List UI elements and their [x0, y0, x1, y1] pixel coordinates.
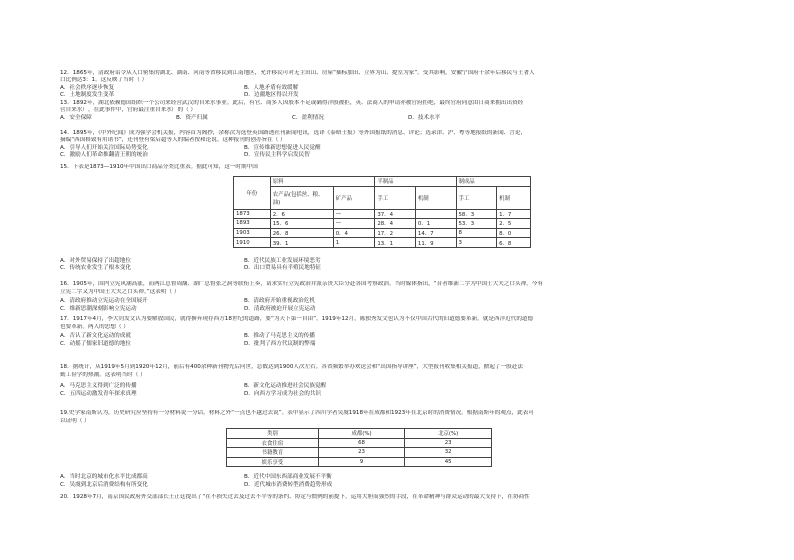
- q17-option-a: A．否认了新文化运动的成就: [60, 333, 131, 339]
- q17-stem-line2: 也要革新。两人的思想（ ）: [60, 324, 129, 330]
- q16-option-b: B．清政府开始重视政治危机: [244, 298, 315, 304]
- q13-option-a: A．安全保障: [60, 115, 92, 121]
- table-cell: 45: [405, 457, 492, 467]
- q14-option-d: D．宣传民主科学启发民智: [244, 152, 310, 158]
- q19-stem-line1: 19.史学家南斯认为，历史研究应坚持有一分材料说一分话，材料之外“一点也不越过去说”。表中显示了四川学者吴虞1918年在成都和1923年在北京时的消费情况。根据南斯年的观点，此表可: [60, 410, 534, 416]
- table-row: [234, 238, 531, 248]
- q14-stem-line1: 14．1895年，《中外纪闻》成为强学会机关报，内容首为阁抄，余称次为选登英国路透社刊新闻电讯，选译《泰晤士报》等外国报纸的消息、评论；选录津、沪、粤等地报纸的新闻、言论，: [60, 130, 527, 136]
- q15-header-semi: 半制品: [375, 177, 456, 187]
- table-row: [234, 219, 531, 229]
- table-row: [227, 448, 492, 458]
- q19-option-a: A．当时北京的城市化水平比成都高: [60, 474, 148, 480]
- q15-option-d: D．出口贸易具有半殖民地特征: [244, 265, 322, 271]
- q13-stem-line2: 营自来水厂。在此事件中，官府最注重自来水厂的（ ）: [60, 107, 197, 113]
- q12-stem-line1: 12．1865年，清政府诏令从人口密集的湖北、湖南、河南等省移民到江南地区，允许移民可对无主田山、房屋“插标加田、立界为山、提室为家”。受其影响，安徽宁国府十余年后移民与土著人: [60, 70, 535, 76]
- table-cell: 1903: [234, 228, 271, 238]
- table-cell: 37．4: [375, 209, 416, 219]
- q18-option-d: D．向西方学习成为社会的共识: [244, 391, 322, 397]
- table-cell: 53．3: [456, 219, 497, 229]
- table-cell: 0．4: [333, 228, 375, 238]
- table-cell: 14．7: [415, 228, 456, 238]
- q14-option-c: C．激励人们革命推翻清王朝的统治: [60, 152, 148, 158]
- table-cell: 1893: [234, 219, 271, 229]
- table-cell: 28．4: [375, 219, 416, 229]
- q12-stem-line2: 口比例达3：1。这反映了当时（ ）: [60, 77, 148, 83]
- q18-stem-line2: 勤工俭学的热潮。这表明当时（ ）: [60, 372, 146, 378]
- q19-consumption-table: [226, 428, 492, 467]
- q19-header-category: 类别: [227, 429, 319, 439]
- table-cell: 32: [405, 448, 492, 458]
- table-cell: 1910: [234, 238, 271, 248]
- table-cell: 8: [456, 228, 497, 238]
- table-cell: 15．6: [270, 219, 333, 229]
- table-cell: —: [333, 219, 375, 229]
- q13-option-c: C．盈利情况: [292, 115, 324, 121]
- q15-option-a: A．对外贸易保持了出超地位: [60, 258, 131, 264]
- q19-option-c: C．吴虞到北京后消费结构有所变化: [60, 482, 148, 488]
- table-cell: 娱乐享受: [227, 457, 319, 467]
- q13-stem-line1: 13．1892年，湖北依赖德国组织一个公司来经营武汉的自来水事业。此后，有官、商多人因股本不足或确得洋股被拒，英、法商人的申请亦被官府拒绝，最终官府同意由日商来拥出出资经: [60, 100, 524, 106]
- table-cell: 68: [318, 438, 405, 448]
- q14-stem-line2: 摘编“西国格致有用诸书”，还刊登有梁启超等人的编者按和论说。这种报刊的创办旨在（ ）: [60, 137, 286, 143]
- q15-sub-fin-hand: 手工: [456, 186, 497, 209]
- q20-stem-line1: 20．1928年7月，南京国民政府外交部部长王正廷提出了“在不损失过去及过去不平等的条约、协定与惯例的前提下，运用大胆而强烈的手段，在革命精神与群众运动的最大支持下，在协商性: [60, 494, 530, 500]
- q15-header-year: 年份: [234, 177, 271, 210]
- q16-stem-line2: 立宪二字又为中国士大夫之口头禅。”这表明（ ）: [60, 289, 180, 295]
- table-cell: 23: [318, 448, 405, 458]
- q12-option-a: A．社会秩序逐步恢复: [60, 85, 115, 91]
- table-cell: 2．5: [497, 219, 531, 229]
- table-cell: 衣食住宿: [227, 438, 319, 448]
- table-cell: [415, 209, 456, 219]
- table-cell: 26．8: [270, 228, 333, 238]
- q16-option-a: A．清政府推动立宪运动在全国展开: [60, 298, 148, 304]
- table-cell: 3: [456, 238, 497, 248]
- q16-option-d: D．清政府被迫开展立宪运动: [244, 306, 316, 312]
- table-row: [234, 209, 531, 219]
- q15-sub-semi-machine: 机制: [415, 186, 456, 209]
- table-cell: 58．3: [456, 209, 497, 219]
- table-cell: 9: [318, 457, 405, 467]
- table-cell: 书籍教育: [227, 448, 319, 458]
- q19-stem-line2: 以证明（ ）: [60, 418, 90, 424]
- q17-option-d: D．批判了西方代议制的弊端: [244, 341, 316, 347]
- table-cell: 6．8: [497, 238, 531, 248]
- q12-option-b: B．人地矛盾有效缓解: [244, 85, 299, 91]
- table-cell: 0．1: [415, 219, 456, 229]
- q16-stem-line1: 16．1905年，国内立宪风潮高涨，而两江总督周馥、湖广总督张之洞等联衔上奏，请求实行立宪政治并派亲贵大臣分赴各国考察政治。当时媒体指出，“昔者维新二字为中国士大夫之口头禅，今有: [60, 281, 543, 287]
- q15-sub-fin-machine: 机制: [497, 186, 531, 209]
- q12-option-c: C．土地制度发生变革: [60, 92, 115, 98]
- table-cell: 8．0: [497, 228, 531, 238]
- table-cell: 39．1: [270, 238, 333, 248]
- q18-option-a: A．马克思主义得到广泛的传播: [60, 383, 137, 389]
- q15-header-finished: 制成品: [456, 177, 531, 187]
- table-cell: 23: [405, 438, 492, 448]
- q15-sub-agri: 农产品(包括丝、粮、油): [270, 186, 333, 209]
- table-cell: 13．1: [375, 238, 416, 248]
- table-cell: 11．9: [415, 238, 456, 248]
- table-cell: 1: [333, 238, 375, 248]
- q15-sub-mineral: 矿产品: [333, 186, 375, 209]
- table-cell: 2．6: [270, 209, 333, 219]
- q16-option-c: C．维新思潮深刻影响立宪运动: [60, 306, 137, 312]
- table-row: [234, 228, 531, 238]
- q18-stem-line1: 18．据统计，从1919年5月到1920年12月，前后有400余种新刊物先后问世，总数达到1900人次左右。各省频繁举办欢送会和“出国指导讲座”，大型报刊收集相关报道，掀起了一股赴法: [60, 364, 523, 370]
- table-row: [227, 457, 492, 467]
- q13-option-b: B．资产归属: [176, 115, 208, 121]
- q14-option-b: B．宣传维新思想促进人民觉醒: [244, 145, 321, 151]
- q13-option-d: D．技术水平: [408, 115, 441, 121]
- q19-header-beijing: 北京(%): [405, 429, 492, 439]
- table-cell: 1．7: [497, 209, 531, 219]
- q15-export-table: [233, 176, 531, 248]
- q12-option-d: D．边疆地区得以开发: [244, 92, 299, 98]
- q17-stem-line1: 17．1917年4月，李大钊发文认为要解放国民，就得摒弃现存西方18世纪的道路，要“为天下第一自由”。1919年12月，陈独秀发文也认为不仅中国古代的旧道德要革新，就是西洋近代的道德: [60, 316, 534, 322]
- q15-stem: 15．下表是1873—1910年中国出口商品分类比重表。据此可知，这一时期中国: [60, 164, 258, 170]
- q19-option-d: D．近代城市消费转型消费趋势形成: [244, 482, 333, 488]
- q15-header-raw: 原料: [270, 177, 375, 187]
- q18-option-b: B．新文化运动推进社会民族觉醒: [244, 383, 327, 389]
- q19-header-chengdu: 成都(%): [318, 429, 405, 439]
- table-cell: 1873: [234, 209, 271, 219]
- q14-option-a: A．引导人们开始关注国际局势变化: [60, 145, 148, 151]
- q17-option-b: B．推动了马克思主义的传播: [244, 333, 315, 339]
- q17-option-c: C．动摇了儒家旧道德的地位: [60, 341, 132, 347]
- q15-option-c: C．传统农业发生了根本变化: [60, 265, 132, 271]
- q15-option-b: B．近代民族工业发展环境恶劣: [244, 258, 321, 264]
- table-cell: 17．2: [375, 228, 416, 238]
- table-row: [227, 438, 492, 448]
- table-cell: —: [333, 209, 375, 219]
- q18-option-c: C．五四运动激发青年探求真理: [60, 391, 137, 397]
- q19-option-b: B．近代中国东西部商业发展不平衡: [244, 474, 332, 480]
- q15-sub-semi-hand: 手工: [375, 186, 416, 209]
